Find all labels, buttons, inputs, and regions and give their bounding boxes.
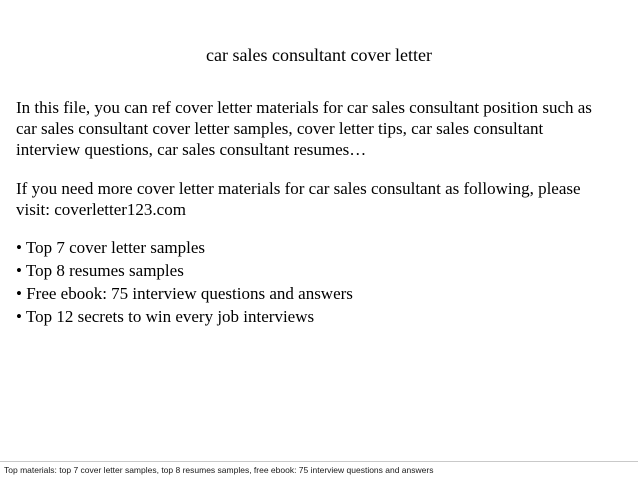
visit-line: visit: coverletter123.com [16,200,186,219]
footer-bar [0,461,638,479]
visit-paragraph [16,178,632,220]
materials-list [16,237,632,327]
page-title: car sales consultant cover letter [206,45,432,65]
intro-line: car sales consultant cover letter samples, cover letter tips, car sales consultant [16,119,544,138]
intro-paragraph [16,97,632,160]
intro-line: In this file, you can ref cover letter materials for car sales consultant position such as [16,98,592,117]
list-item: • Top 12 secrets to win every job interviews [16,307,315,326]
list-item: • Free ebook: 75 interview questions and answers [16,284,353,303]
list-item: • Top 8 resumes samples [16,261,184,280]
list-item: • Top 7 cover letter samples [16,238,206,257]
footer-text: Top materials: top 7 cover letter samples, top 8 resumes samples, free ebook: 75 interview questions and answers [4,465,434,475]
slide-content [16,97,632,329]
visit-line: If you need more cover letter materials for car sales consultant as following, please [16,179,581,198]
intro-line: interview questions, car sales consultant resumes… [16,140,367,159]
